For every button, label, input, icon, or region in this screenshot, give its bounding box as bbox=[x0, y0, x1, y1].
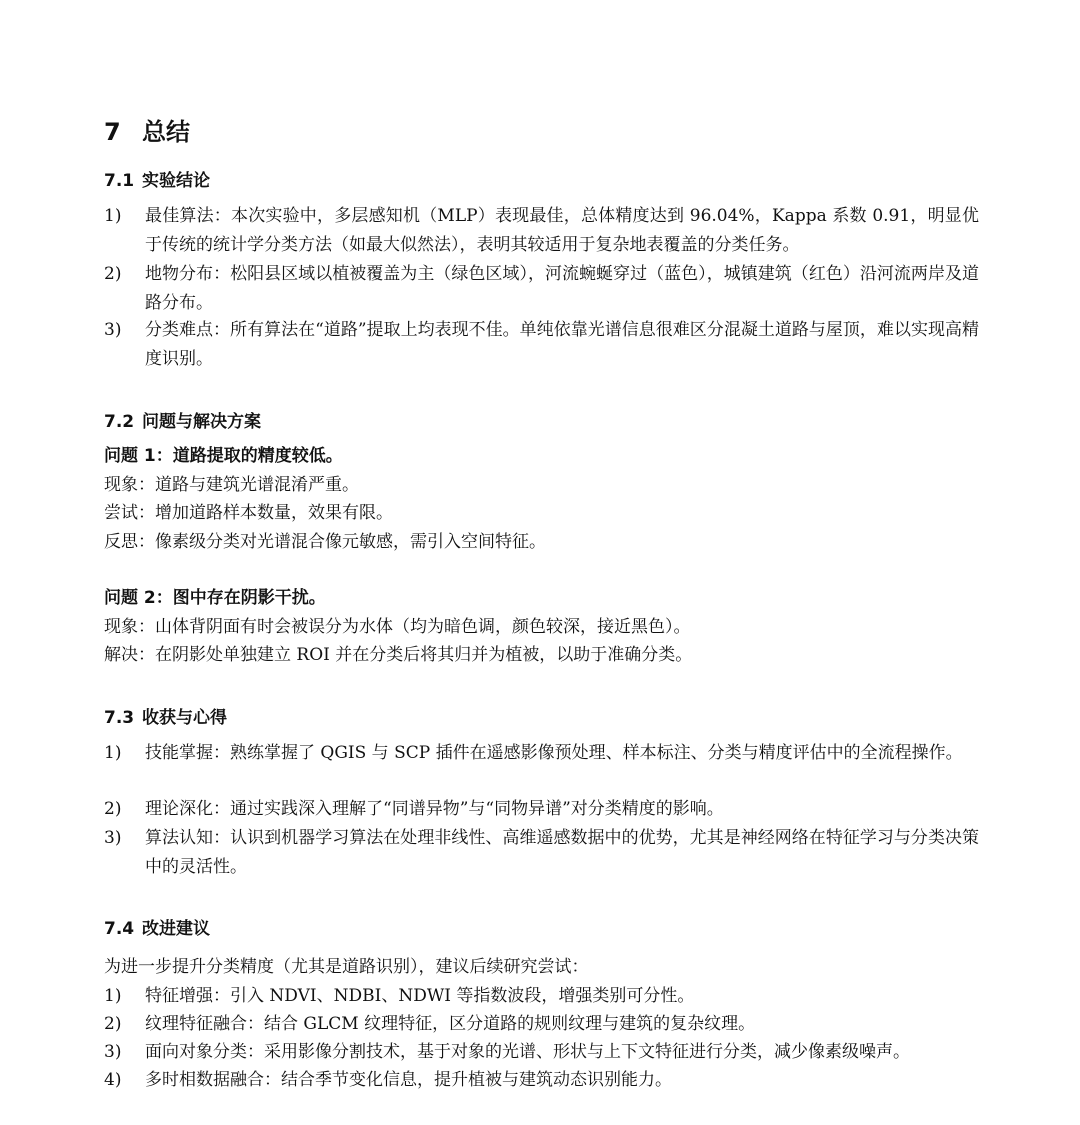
section-number: 7.4 bbox=[104, 919, 135, 939]
list-item bbox=[104, 260, 979, 318]
list-item bbox=[104, 795, 979, 824]
problem-title: 问题 1：道路提取的精度较低。 bbox=[104, 446, 343, 466]
section-heading-7-2 bbox=[104, 409, 261, 435]
chapter-title: 总结 bbox=[142, 118, 190, 146]
list-item-text: 特征增强：引入 NDVI、NDBI、NDWI 等指数波段，增强类别可分性。 bbox=[145, 986, 695, 1006]
list-marker: 1) bbox=[104, 986, 122, 1006]
list-marker: 3) bbox=[104, 1042, 122, 1062]
problem-title: 问题 2：图中存在阴影干扰。 bbox=[104, 588, 326, 608]
list-item bbox=[104, 202, 979, 260]
list-marker: 1) bbox=[104, 206, 122, 226]
section-heading-7-4 bbox=[104, 916, 210, 942]
section-intro: 为进一步提升分类精度（尤其是道路识别），建议后续研究尝试： bbox=[104, 957, 589, 977]
list-item bbox=[104, 316, 979, 374]
list-item bbox=[104, 824, 979, 882]
section-heading-7-1 bbox=[104, 168, 210, 194]
list-item-text: 分类难点：所有算法在“道路”提取上均表现不佳。单纯依靠光谱信息很难区分混凝土道路与屋顶，难以实现高精度识别。 bbox=[145, 320, 979, 369]
problem-line: 反思：像素级分类对光谱混合像元敏感，需引入空间特征。 bbox=[104, 532, 546, 552]
list-item-text: 技能掌握：熟练掌握了 QGIS 与 SCP 插件在遥感影像预处理、样本标注、分类与精度评估中的全流程操作。 bbox=[145, 743, 963, 763]
list-item bbox=[104, 1010, 979, 1039]
section-title: 问题与解决方案 bbox=[142, 412, 261, 432]
section-heading-7-3 bbox=[104, 705, 227, 731]
section-title: 改进建议 bbox=[142, 919, 210, 939]
section-title: 收获与心得 bbox=[142, 708, 227, 728]
list-item-text: 面向对象分类：采用影像分割技术，基于对象的光谱、形状与上下文特征进行分类，减少像素级噪声。 bbox=[145, 1042, 910, 1062]
list-marker: 2) bbox=[104, 264, 122, 284]
list-marker: 1) bbox=[104, 743, 122, 763]
list-marker: 2) bbox=[104, 799, 122, 819]
section-title: 实验结论 bbox=[142, 171, 210, 191]
section-number: 7.3 bbox=[104, 708, 135, 728]
list-item-text: 算法认知：认识到机器学习算法在处理非线性、高维遥感数据中的优势，尤其是神经网络在特征学习与分类决策中的灵活性。 bbox=[145, 828, 979, 877]
chapter-number: 7 bbox=[104, 118, 121, 146]
list-item-text: 多时相数据融合：结合季节变化信息，提升植被与建筑动态识别能力。 bbox=[145, 1070, 672, 1090]
list-marker: 2) bbox=[104, 1014, 122, 1034]
list-marker: 4) bbox=[104, 1070, 122, 1090]
list-marker: 3) bbox=[104, 320, 122, 340]
list-item-text: 理论深化：通过实践深入理解了“同谱异物”与“同物异谱”对分类精度的影响。 bbox=[145, 799, 724, 819]
list-item bbox=[104, 739, 979, 768]
section-number: 7.1 bbox=[104, 171, 135, 191]
problem-line: 解决：在阴影处单独建立 ROI 并在分类后将其归并为植被，以助于准确分类。 bbox=[104, 645, 693, 665]
problem-line: 现象：山体背阴面有时会被误分为水体（均为暗色调，颜色较深，接近黑色）。 bbox=[104, 617, 691, 637]
problem-line: 现象：道路与建筑光谱混淆严重。 bbox=[104, 475, 359, 495]
list-item bbox=[104, 982, 979, 1011]
section-number: 7.2 bbox=[104, 412, 135, 432]
chapter-heading bbox=[104, 116, 190, 148]
problem-line: 尝试：增加道路样本数量，效果有限。 bbox=[104, 503, 393, 523]
list-item bbox=[104, 1066, 979, 1095]
list-item bbox=[104, 1038, 979, 1067]
list-item-text: 纹理特征融合：结合 GLCM 纹理特征，区分道路的规则纹理与建筑的复杂纹理。 bbox=[145, 1014, 756, 1034]
list-item-text: 最佳算法：本次实验中，多层感知机（MLP）表现最佳，总体精度达到 96.04%，Kappa 系数 0.91，明显优于传统的统计学分类方法（如最大似然法），表明其较适用于复杂地表覆盖的分类任务。 bbox=[145, 206, 979, 255]
list-item-text: 地物分布：松阳县区域以植被覆盖为主（绿色区域），河流蜿蜒穿过（蓝色），城镇建筑（红色）沿河流两岸及道路分布。 bbox=[145, 264, 979, 313]
list-marker: 3) bbox=[104, 828, 122, 848]
